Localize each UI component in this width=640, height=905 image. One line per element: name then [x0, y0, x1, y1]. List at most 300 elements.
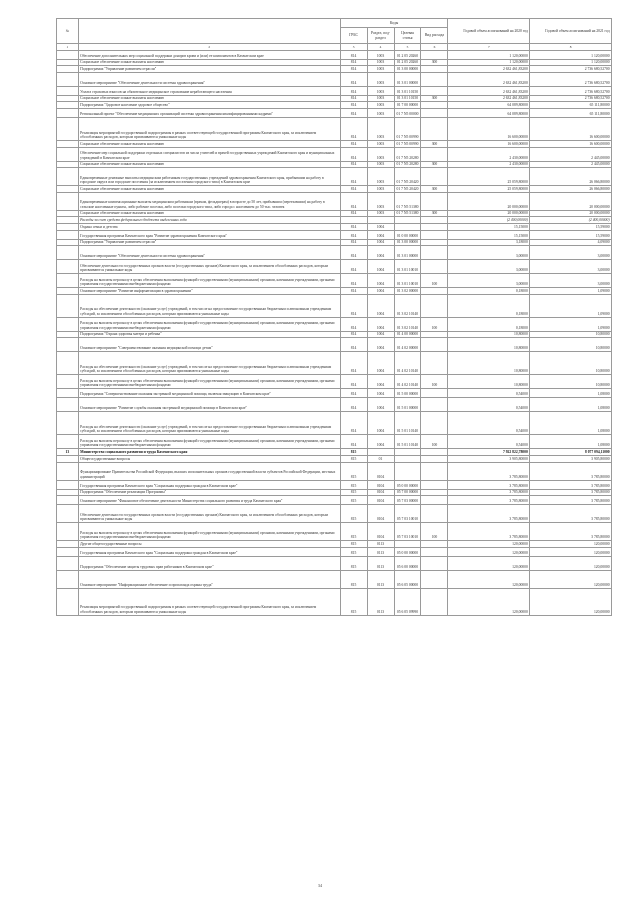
row-number [57, 50, 79, 59]
row-amount-2021: 26 066,80000 [530, 186, 612, 193]
row-number [57, 102, 79, 109]
row-name: Социальное обеспечение и иные выплаты населению [78, 186, 340, 193]
table-row [57, 541, 612, 548]
row-name: Расходы за счет средств федерального бюджета выделенных года [78, 217, 340, 224]
row-target-article: 01 3 01 10150 [394, 95, 421, 102]
row-target-article: 05 0 00 00000 [394, 480, 421, 489]
table-row [57, 556, 612, 570]
row-grbs [340, 217, 367, 224]
row-target-article: 01 3 01 10010 [394, 260, 421, 274]
row-target-article: 01 3 00 00000 [394, 239, 421, 246]
row-amount-2021: 1,08000 [530, 398, 612, 412]
row-razdel: 1004 [367, 260, 394, 274]
row-number [57, 239, 79, 246]
row-target-article: 01 7 N5 20420 [394, 168, 421, 186]
row-razdel: 1004 [367, 288, 394, 295]
table-row [57, 192, 612, 210]
row-grbs: 815 [340, 449, 367, 456]
row-amount-2021: 2 736 680,52700 [530, 72, 612, 86]
row-razdel: 1003 [367, 140, 394, 147]
row-grbs: 814 [340, 288, 367, 295]
row-amount-2020: 3,00000 [448, 260, 530, 274]
row-amount-2020: 16 600,00000 [448, 117, 530, 140]
row-target-article: 01 3 00 00000 [394, 66, 421, 73]
table-row [57, 230, 612, 239]
row-number [57, 398, 79, 412]
row-name: Расходы на выплаты персоналу в целях обеспечения выполнения функций государственными (муниципальными) органами, казенными учреждениями, органами управления государственными внебюджетными фондами [78, 435, 340, 449]
header-codes-group: Коды [340, 19, 448, 28]
row-target-article: 01 7 N5 00000 [394, 108, 421, 117]
row-amount-2021: 20 000,00000 [530, 210, 612, 217]
row-amount-2021: 10,80000 [530, 375, 612, 389]
row-name: Охрана семьи и детства [78, 223, 340, 230]
row-amount-2020: 2 632 461,83200 [448, 86, 530, 95]
row-name: Общегосударственные вопросы [78, 455, 340, 462]
table-row [57, 168, 612, 186]
header-cs: Целевая статья [394, 28, 421, 44]
row-amount-2021: 1,08000 [530, 389, 612, 398]
row-razdel: 1003 [367, 59, 394, 66]
row-expense-type [421, 489, 448, 496]
row-razdel: 1004 [367, 412, 394, 435]
row-expense-type: 100 [421, 317, 448, 331]
row-target-article: 01 3 01 10010 [394, 274, 421, 288]
row-target-article: 05 7 03 00000 [394, 496, 421, 505]
table-row [57, 161, 612, 168]
row-amount-2021: 10,80000 [530, 331, 612, 338]
row-amount-2021: 20 000,00000 [530, 192, 612, 210]
row-expense-type: 300 [421, 59, 448, 66]
row-grbs: 814 [340, 86, 367, 95]
row-expense-type [421, 108, 448, 117]
row-expense-type [421, 338, 448, 352]
row-amount-2020: 3 785,80000 [448, 523, 530, 541]
row-razdel: 1004 [367, 317, 394, 331]
row-target-article: 01 7 N5 00990 [394, 140, 421, 147]
row-amount-2020: 2 430,00000 [448, 147, 530, 161]
row-expense-type [421, 86, 448, 95]
table-row [57, 86, 612, 95]
row-name: Реализация мероприятий государственной подпрограммы в рамках соответствующей государственной программы Камчатского края, за исключением обособленных расходов, которым присваиваются уникальные коды [78, 588, 340, 615]
row-amount-2020: 3,00000 [448, 274, 530, 288]
row-amount-2021: 120,00000 [530, 556, 612, 570]
row-grbs: 814 [340, 168, 367, 186]
row-name: Социальное обеспечение и иные выплаты населению [78, 161, 340, 168]
row-grbs: 814 [340, 108, 367, 117]
row-number [57, 288, 79, 295]
row-razdel: 1004 [367, 223, 394, 230]
table-row [57, 317, 612, 331]
index-cell: 8 [530, 44, 612, 51]
table-row [57, 375, 612, 389]
table-row [57, 398, 612, 412]
row-razdel: 1003 [367, 72, 394, 86]
row-expense-type [421, 570, 448, 588]
table-row [57, 246, 612, 260]
row-expense-type [421, 102, 448, 109]
row-amount-2021: 2 736 680,52700 [530, 95, 612, 102]
table-row [57, 288, 612, 295]
row-expense-type [421, 50, 448, 59]
row-razdel: 1004 [367, 294, 394, 317]
row-name: Подпрограмма "Управление развитием отрасли" [78, 66, 340, 73]
row-amount-2020: 20 000,00000 [448, 192, 530, 210]
row-amount-2021: 4,09000 [530, 239, 612, 246]
row-amount-2021: 1,08000 [530, 435, 612, 449]
row-grbs: 814 [340, 147, 367, 161]
row-amount-2020: 3 905,80000 [448, 455, 530, 462]
row-expense-type [421, 294, 448, 317]
row-razdel: 1004 [367, 352, 394, 375]
row-expense-type: 300 [421, 186, 448, 193]
row-grbs: 814 [340, 223, 367, 230]
row-expense-type: 100 [421, 523, 448, 541]
row-target-article: 01 7 N5 51380 [394, 192, 421, 210]
table-row [57, 462, 612, 480]
row-target-article [394, 541, 421, 548]
row-razdel: 01 [367, 455, 394, 462]
row-amount-2021: 3 905,80000 [530, 455, 612, 462]
row-name: Расходы на обеспечение деятельности (оказание услуг) учреждений, в том числе на предоставление государственным бюджетным и автономным учреждениям субсидий, за исключением обособленных расходов, которым присваиваются уникальные коды [78, 294, 340, 317]
row-number [57, 412, 79, 435]
row-target-article: 05 7 03 10010 [394, 523, 421, 541]
row-grbs: 815 [340, 541, 367, 548]
page-number: 34 [317, 883, 323, 888]
row-name: Обеспечение дополнительных мер социальной поддержки доноров крови и (или) ее компонентов в Камчатском крае [78, 50, 340, 59]
row-number [57, 59, 79, 66]
row-number [57, 246, 79, 260]
row-amount-2021: 8 077 094,11000 [530, 449, 612, 456]
row-target-article: 01 7 N5 51380 [394, 210, 421, 217]
row-razdel: 1004 [367, 239, 394, 246]
row-name: Подпрограмма "Здоровое население здоровое общество" [78, 102, 340, 109]
row-amount-2021: 1,09000 [530, 294, 612, 317]
row-expense-type [421, 480, 448, 489]
row-target-article: 01 5 01 00000 [394, 398, 421, 412]
row-grbs: 814 [340, 50, 367, 59]
row-razdel: 1004 [367, 338, 394, 352]
table-row [57, 435, 612, 449]
row-number [57, 210, 79, 217]
row-expense-type [421, 230, 448, 239]
row-target-article: 05 6 00 00000 [394, 556, 421, 570]
table-row [57, 523, 612, 541]
row-name: Подпрограмма "Обеспечение реализации Программы" [78, 489, 340, 496]
row-amount-2021: 1 120,00000 [530, 59, 612, 66]
row-target-article: 05 6 05 09990 [394, 588, 421, 615]
row-name: Расходы на выплаты персоналу в целях обеспечения выполнения функций государственными (муниципальными) органами, казенными учреждениями, органами управления государственными внебюджетными фондами [78, 317, 340, 331]
row-grbs: 815 [340, 489, 367, 496]
row-razdel: 1003 [367, 95, 394, 102]
table-row [57, 72, 612, 86]
row-target-article: 01 2 05 20260 [394, 59, 421, 66]
index-cell: 5 [394, 44, 421, 51]
row-number [57, 217, 79, 224]
row-name: Социальное обеспечение и иные выплаты населению [78, 210, 340, 217]
row-name: Социальное обеспечение и иные выплаты населению [78, 59, 340, 66]
table-row [57, 274, 612, 288]
table-row [57, 449, 612, 456]
row-amount-2020: 15,15000 [448, 223, 530, 230]
row-target-article: 01 7 N5 20420 [394, 186, 421, 193]
row-expense-type: 300 [421, 95, 448, 102]
table-row [57, 147, 612, 161]
row-amount-2020: 3,18000 [448, 239, 530, 246]
row-grbs: 814 [340, 239, 367, 246]
row-target-article: 01 5 00 00000 [394, 389, 421, 398]
row-amount-2020: 0,54000 [448, 398, 530, 412]
row-grbs: 814 [340, 230, 367, 239]
row-razdel: 1004 [367, 375, 394, 389]
row-grbs: 814 [340, 352, 367, 375]
row-razdel: 0113 [367, 541, 394, 548]
row-amount-2021: 3 785,80000 [530, 462, 612, 480]
row-grbs: 814 [340, 161, 367, 168]
row-expense-type [421, 496, 448, 505]
header-no: № [57, 19, 79, 44]
header-2021: Годовой объем ассигнований на 2021 год [530, 19, 612, 44]
row-amount-2020: 10,80000 [448, 352, 530, 375]
row-amount-2021: 120,00000 [530, 541, 612, 548]
row-target-article: 01 5 01 10140 [394, 412, 421, 435]
row-number [57, 480, 79, 489]
row-expense-type: 100 [421, 274, 448, 288]
row-razdel: 1003 [367, 117, 394, 140]
row-number [57, 389, 79, 398]
row-number [57, 489, 79, 496]
row-number [57, 317, 79, 331]
table-row [57, 389, 612, 398]
row-expense-type [421, 192, 448, 210]
row-name: Подпрограмма "Обеспечение защиты трудовых прав работников в Камчатском крае" [78, 556, 340, 570]
row-grbs: 815 [340, 547, 367, 556]
row-target-article: 01 4 02 10140 [394, 352, 421, 375]
row-grbs: 815 [340, 505, 367, 523]
row-name: Государственная программа Камчатского края "Социальная поддержка граждан в Камчатском крае" [78, 480, 340, 489]
row-razdel: 1004 [367, 274, 394, 288]
row-razdel: 1003 [367, 210, 394, 217]
row-amount-2020: 2 430,00000 [448, 161, 530, 168]
table-row [57, 239, 612, 246]
row-amount-2020: 10,80000 [448, 338, 530, 352]
row-amount-2021: 26 066,80000 [530, 168, 612, 186]
row-amount-2020: 1 120,00000 [448, 59, 530, 66]
row-number [57, 186, 79, 193]
row-target-article: 01 4 02 00000 [394, 338, 421, 352]
row-razdel: 1004 [367, 398, 394, 412]
row-grbs: 814 [340, 398, 367, 412]
table-row [57, 489, 612, 496]
row-name: Региональный проект "Обеспечение медицинских организаций системы здравоохранения квалифицированными кадрами" [78, 108, 340, 117]
row-amount-2020: 3 785,80000 [448, 505, 530, 523]
row-name: Социальное обеспечение и иные выплаты населению [78, 140, 340, 147]
row-grbs: 815 [340, 570, 367, 588]
table-body [57, 50, 612, 615]
index-cell: 3 [340, 44, 367, 51]
row-grbs: 814 [340, 435, 367, 449]
row-grbs: 814 [340, 412, 367, 435]
row-name: Реализация мероприятий государственной подпрограммы в рамках соответствующей государственной программы Камчатского края, за исключением обособленных расходов, которым присваиваются уникальные коды [78, 117, 340, 140]
row-number [57, 375, 79, 389]
table-row [57, 59, 612, 66]
row-razdel: 1003 [367, 161, 394, 168]
row-razdel: 1004 [367, 389, 394, 398]
row-amount-2021: 15,59000 [530, 230, 612, 239]
row-razdel: 0104 [367, 462, 394, 480]
row-razdel: 1004 [367, 331, 394, 338]
row-amount-2020: 120,00000 [448, 547, 530, 556]
row-grbs: 815 [340, 556, 367, 570]
table-row [57, 505, 612, 523]
row-number [57, 72, 79, 86]
row-razdel: 0104 [367, 480, 394, 489]
row-grbs: 814 [340, 210, 367, 217]
row-razdel: 1003 [367, 108, 394, 117]
row-grbs: 814 [340, 66, 367, 73]
row-amount-2020: 120,00000 [448, 556, 530, 570]
row-amount-2020: 7 922 822,78000 [448, 449, 530, 456]
row-number [57, 66, 79, 73]
row-target-article [394, 455, 421, 462]
row-name: Другие общегосударственные вопросы [78, 541, 340, 548]
row-number [57, 455, 79, 462]
row-expense-type [421, 556, 448, 570]
row-grbs: 815 [340, 496, 367, 505]
row-razdel: 1003 [367, 147, 394, 161]
row-razdel: 0104 [367, 505, 394, 523]
row-number [57, 588, 79, 615]
row-razdel: 0104 [367, 523, 394, 541]
row-name: Основное мероприятие "Развитие службы оказания экстренной медицинской помощи в Камчатском крае" [78, 398, 340, 412]
table-row [57, 547, 612, 556]
row-target-article: 01 3 01 10150 [394, 86, 421, 95]
row-number [57, 505, 79, 523]
row-expense-type [421, 168, 448, 186]
row-razdel: 1003 [367, 192, 394, 210]
row-amount-2020: 2 632 461,83200 [448, 66, 530, 73]
row-amount-2021: 3 785,80000 [530, 480, 612, 489]
row-razdel: 0113 [367, 547, 394, 556]
row-number [57, 260, 79, 274]
row-razdel: 0113 [367, 588, 394, 615]
row-name: Подпрограмма "Совершенствование оказания экстренной медицинской помощи, включая эвакуацию в Камчатском крае" [78, 389, 340, 398]
row-amount-2020: 2 632 461,83200 [448, 95, 530, 102]
row-number [57, 274, 79, 288]
index-cell: 2 [78, 44, 340, 51]
row-amount-2021: 120,00000 [530, 588, 612, 615]
row-amount-2021: 1,09000 [530, 288, 612, 295]
row-grbs: 814 [340, 72, 367, 86]
row-grbs: 814 [340, 95, 367, 102]
row-razdel: 1004 [367, 230, 394, 239]
row-name: Уплата страховых взносов на обязательное медицинское страхование неработающего населения [78, 86, 340, 95]
row-amount-2020: 120,00000 [448, 588, 530, 615]
row-grbs: 815 [340, 523, 367, 541]
row-number [57, 168, 79, 186]
row-amount-2020: 3 785,80000 [448, 489, 530, 496]
row-number [57, 331, 79, 338]
table-row [57, 480, 612, 489]
row-name: Основное мероприятие "Финансовое обеспечение деятельности Министерства социального развития и труда Камчатского края" [78, 496, 340, 505]
row-target-article: 05 0 00 00000 [394, 547, 421, 556]
row-expense-type [421, 541, 448, 548]
row-number [57, 547, 79, 556]
row-amount-2021: 1 120,00000 [530, 50, 612, 59]
row-expense-type: 300 [421, 210, 448, 217]
row-razdel: 1003 [367, 168, 394, 186]
index-cell: 6 [421, 44, 448, 51]
row-grbs: 814 [340, 117, 367, 140]
row-name: Расходы на обеспечение деятельности (оказание услуг) учреждений, в том числе на предоставление государственным бюджетным и автономным учреждениям субсидий, за исключением обособленных расходов, которым присваиваются уникальные коды [78, 352, 340, 375]
row-amount-2021: 3,00000 [530, 274, 612, 288]
row-expense-type [421, 331, 448, 338]
table-row [57, 102, 612, 109]
row-target-article: 01 0 00 00000 [394, 230, 421, 239]
row-razdel: 1003 [367, 86, 394, 95]
row-number [57, 161, 79, 168]
header-name [78, 19, 340, 44]
table-row [57, 95, 612, 102]
row-amount-2020: 3 785,80000 [448, 480, 530, 489]
row-number [57, 496, 79, 505]
row-razdel: 1003 [367, 66, 394, 73]
row-target-article: 05 7 03 10010 [394, 505, 421, 523]
row-expense-type [421, 288, 448, 295]
row-expense-type [421, 260, 448, 274]
row-expense-type: 300 [421, 140, 448, 147]
row-target-article [394, 217, 421, 224]
row-expense-type [421, 412, 448, 435]
row-amount-2021: 1,08000 [530, 412, 612, 435]
row-expense-type: 300 [421, 161, 448, 168]
table-row [57, 210, 612, 217]
row-amount-2021: 16 600,00000 [530, 117, 612, 140]
row-amount-2021: 3,00000 [530, 246, 612, 260]
row-amount-2020: 16 600,00000 [448, 140, 530, 147]
row-expense-type [421, 547, 448, 556]
row-grbs: 815 [340, 588, 367, 615]
row-amount-2021: 2 736 680,52700 [530, 86, 612, 95]
table-row [57, 66, 612, 73]
row-amount-2020: 0,18000 [448, 288, 530, 295]
row-expense-type: 100 [421, 375, 448, 389]
row-amount-2021: 65 111,80000 [530, 102, 612, 109]
row-number [57, 570, 79, 588]
row-amount-2021: 3 785,80000 [530, 489, 612, 496]
row-target-article: 01 3 02 10140 [394, 317, 421, 331]
row-name: Министерство социального развития и труда Камчатского края [78, 449, 340, 456]
row-name: Обеспечение мер социальной поддержки отдельных специалистов из числа учителей и врачей государственных учреждений Камчатского края и муниципальных учреждений в Камчатском крае [78, 147, 340, 161]
row-razdel [367, 449, 394, 456]
row-target-article [394, 462, 421, 480]
row-target-article [394, 449, 421, 456]
row-expense-type: 100 [421, 435, 448, 449]
table-row [57, 217, 612, 224]
table-row [57, 338, 612, 352]
row-amount-2020: 0,54000 [448, 435, 530, 449]
row-number [57, 338, 79, 352]
row-grbs: 814 [340, 294, 367, 317]
row-target-article: 01 4 02 10140 [394, 375, 421, 389]
row-target-article: 01 2 05 20260 [394, 50, 421, 59]
header-grbs: ГРБС [340, 28, 367, 44]
row-target-article: 05 7 00 00000 [394, 489, 421, 496]
row-amount-2021: 10,80000 [530, 338, 612, 352]
row-expense-type [421, 588, 448, 615]
row-amount-2021: 10,80000 [530, 352, 612, 375]
row-amount-2020: 64 089,80000 [448, 102, 530, 109]
header-2020: Годовой объем ассигнований на 2020 год [448, 19, 530, 44]
